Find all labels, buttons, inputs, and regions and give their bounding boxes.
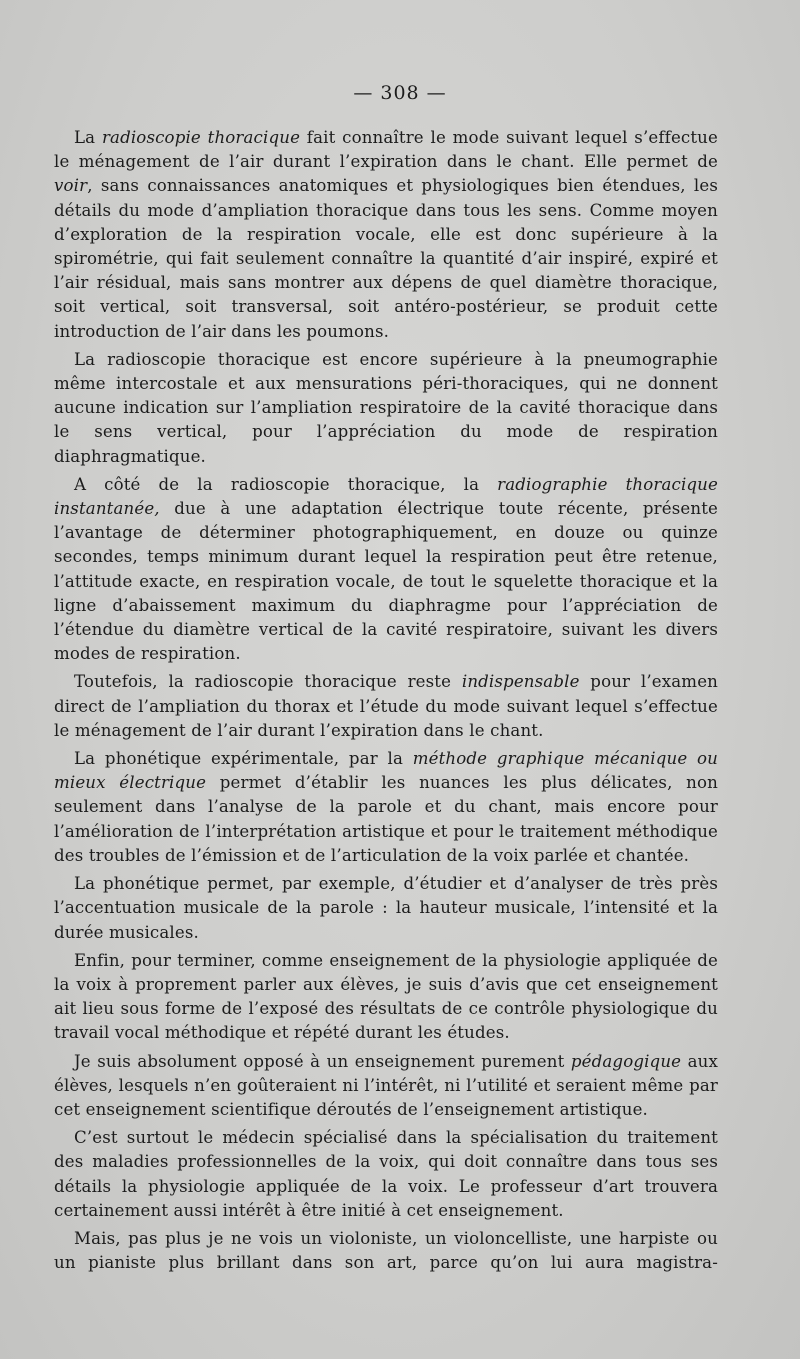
paragraph-4 <box>54 670 718 743</box>
paragraph-3-segment-2: radiographie thoracique instantanée, <box>54 474 718 519</box>
paragraph-1-segment-5: , sans connaissances anatomiques et physiologiques bien étendues, les détails du mode d’ampliation thoracique dans tous les sens. Comme moyen d’exploration de la respiration vocale, elle est donc supérieure à la spirométrie, qui fait seulement connaître la quantité d’air inspiré, expiré et l’air résidual, mais sans montrer aux dépens de quel diamètre thoracique, soit vertical, soit transversal, soit antéro-postérieur, se produit cette introduction de l’air dans les poumons. <box>54 176 718 341</box>
page-number: — 308 — <box>353 82 447 104</box>
paragraph-4-segment-3: pour l’examen direct de l’ampliation du thorax et l’étude du mode suivant lequel s’effectue le ménagement de l’air durant l’expiration dans le chant. <box>54 672 719 740</box>
paragraph-3-segment-1: A côté de la radioscopie thoracique, la <box>74 474 498 494</box>
paragraph-5-segment-2: méthode graphique mécanique ou mieux électrique <box>54 749 719 793</box>
paragraph-10 <box>54 1227 718 1275</box>
paragraph-9-segment-1: C’est surtout le médecin spécialisé dans la spécialisation du traitement des maladies professionnelles de la voix, qui doit connaître dans tous ses détails la physiologie appliquée de la voix. Le professeur d’art trouvera certainement aussi intérêt à être initié à cet enseignement. <box>54 1128 718 1220</box>
paragraph-1 <box>54 126 718 344</box>
paragraph-4-segment-2: indispensable <box>461 672 580 692</box>
paragraph-1-segment-1: La <box>74 128 102 147</box>
paragraph-7-segment-1: Enfin, pour terminer, comme enseignement de la physiologie appliquée de la voix à proprement parler aux élèves, je suis d’avis que cet enseignement ait lieu sous forme de l’exposé des résultats de ce contrôle physiologique du travail vocal méthodique et répété durant les études. <box>54 950 718 1043</box>
paragraph-8 <box>54 1050 718 1123</box>
paragraph-6-segment-1: La phonétique permet, par exemple, d’étudier et d’analyser de très près l’accentuation musicale de la parole : la hauteur musicale, l’intensité et la durée musicales. <box>54 874 718 942</box>
paragraph-2-segment-1: La radioscopie thoracique est encore supérieure à la pneumographie même intercostale et aux mensurations péri-thoraciques, qui ne donnent aucune indication sur l’ampliation respiratoire de la cavité thoracique dans le sens vertical, pour l’appréciation du mode de respiration diaphragmatique. <box>54 349 718 466</box>
paragraph-5-segment-3: permet d’établir les nuances les plus délicates, non seulement dans l’analyse de la parole et du chant, mais encore pour l’amélioration de l’interprétation artistique et pour le traitement méthodique des troubles de l’émission et de l’articulation de la voix parlée et chantée. <box>54 773 718 865</box>
paragraph-4-segment-1: Toutefois, la radioscopie thoracique reste <box>74 672 462 692</box>
paragraph-8-segment-2: pédagogique <box>570 1051 682 1071</box>
paragraph-5-segment-1: La phonétique expérimentale, par la <box>74 749 413 769</box>
paragraph-1-segment-4: voir <box>54 176 88 196</box>
paragraph-8-segment-1: Je suis absolument opposé à un enseignement purement <box>74 1051 571 1071</box>
paragraph-8-segment-3: aux élèves, lesquels n’en goûteraient ni l’intérêt, ni l’utilité et seraient même par cet enseignement scientifique déroutés de l’enseignement artistique. <box>54 1051 718 1119</box>
paragraph-3-segment-3: due à une adaptation électrique toute récente, présente l’avantage de déterminer photographiquement, en douze ou quinze secondes, temps minimum durant lequel la respiration peut être retenue, l’attitude exacte, en respiration vocale, de tout le squelette thoracique et la ligne d’abaissement maximum du diaphragme pour l’appréciation de l’étendue du diamètre vertical de la cavité respiratoire, suivant les divers modes de respiration. <box>54 499 718 664</box>
paragraph-5 <box>54 747 718 868</box>
paragraph-1-segment-2: radioscopie thoracique <box>101 128 301 147</box>
paragraph-2 <box>54 348 718 469</box>
paragraph-9 <box>54 1126 718 1223</box>
paragraph-6 <box>54 872 718 945</box>
paragraph-10-segment-1: Mais, pas plus je ne vois un violoniste, un violoncelliste, une harpiste ou un pianiste plus brillant dans son art, parce qu’on lui aura magistra- <box>54 1228 718 1273</box>
paragraph-3 <box>54 473 718 667</box>
body-text <box>54 126 718 1279</box>
paragraph-1-segment-3: fait connaître le mode suivant lequel s’effectue le ménagement de l’air durant l’expiration dans le chant. Elle permet de <box>54 128 718 172</box>
paragraph-7 <box>54 949 718 1046</box>
